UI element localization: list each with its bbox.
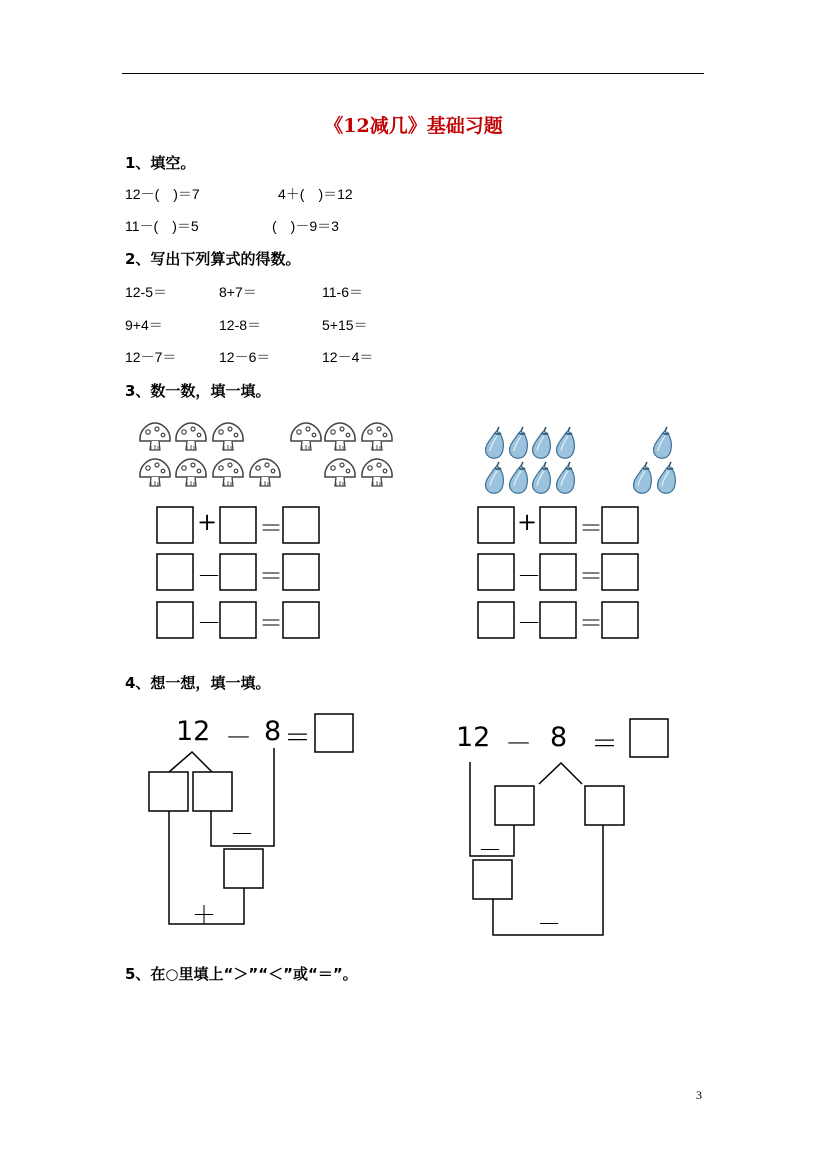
- q2-heading: 2、写出下列算式的得数。: [125, 250, 301, 268]
- eggplants-icon: [486, 427, 676, 493]
- q3-left-boxes[interactable]: [157, 507, 319, 638]
- q1-item-4: ( )－9＝3: [272, 218, 339, 234]
- q2-item-9: 12－4＝: [322, 349, 374, 365]
- q3-left-op-2: －: [197, 562, 221, 590]
- q3-right-eq-3: ＝: [579, 609, 603, 637]
- q3-left-eq-3: ＝: [259, 609, 283, 637]
- q4-left-op2: ＋: [192, 901, 216, 929]
- q4-right-op1: －: [478, 836, 502, 864]
- q4-left-op1: －: [230, 820, 254, 848]
- q3-left-op-1: +: [197, 508, 218, 536]
- q4-right-a: 12: [456, 722, 491, 753]
- q2-item-7: 12－7＝: [125, 349, 177, 365]
- q4-left-eq: ＝: [284, 723, 311, 754]
- q2-item-3: 11-6＝: [322, 284, 363, 300]
- q2-item-2: 8+7＝: [219, 284, 257, 300]
- q4-right-op2: －: [537, 910, 561, 938]
- page-number: 3: [696, 1088, 702, 1102]
- q5-heading: 5、在○里填上“＞”“＜”或“＝”。: [125, 965, 358, 983]
- q4-left-a: 12: [176, 716, 211, 747]
- q3-right-boxes[interactable]: [478, 507, 638, 638]
- q1-heading: 1、填空。: [125, 154, 196, 172]
- q3-right-eq-1: ＝: [579, 514, 603, 542]
- q4-heading: 4、想一想，填一填。: [125, 674, 271, 692]
- q2-item-4: 9+4＝: [125, 317, 163, 333]
- q2-item-8: 12－6＝: [219, 349, 271, 365]
- q3-left-eq-1: ＝: [259, 514, 283, 542]
- q1-item-2: 4＋( )＝12: [278, 186, 353, 202]
- page-title: 《12减几》基础习题: [324, 115, 503, 137]
- q3-right-op-3: －: [517, 609, 541, 637]
- q1-item-3: 11－( )＝5: [125, 218, 199, 234]
- q4-right-b: 8: [550, 722, 568, 753]
- mushrooms-icon: [140, 423, 392, 486]
- q3-heading: 3、数一数，填一填。: [125, 382, 271, 400]
- q3-right-op-1: +: [517, 508, 538, 536]
- q4-left-b: 8: [264, 716, 282, 747]
- q3-right-op-2: －: [517, 562, 541, 590]
- q3-left-op-3: －: [197, 609, 221, 637]
- q4-right-eq: ＝: [591, 729, 618, 760]
- q3-right-eq-2: ＝: [579, 562, 603, 590]
- q3-left-eq-2: ＝: [259, 562, 283, 590]
- q2-item-1: 12-5＝: [125, 284, 168, 300]
- q2-item-5: 12-8＝: [219, 317, 262, 333]
- q2-item-6: 5+15＝: [322, 317, 368, 333]
- q4-right-diagram: [470, 719, 668, 935]
- q4-right-op: －: [505, 729, 532, 760]
- q4-left-op: －: [225, 723, 252, 754]
- q1-item-1: 12－( )＝7: [125, 186, 200, 202]
